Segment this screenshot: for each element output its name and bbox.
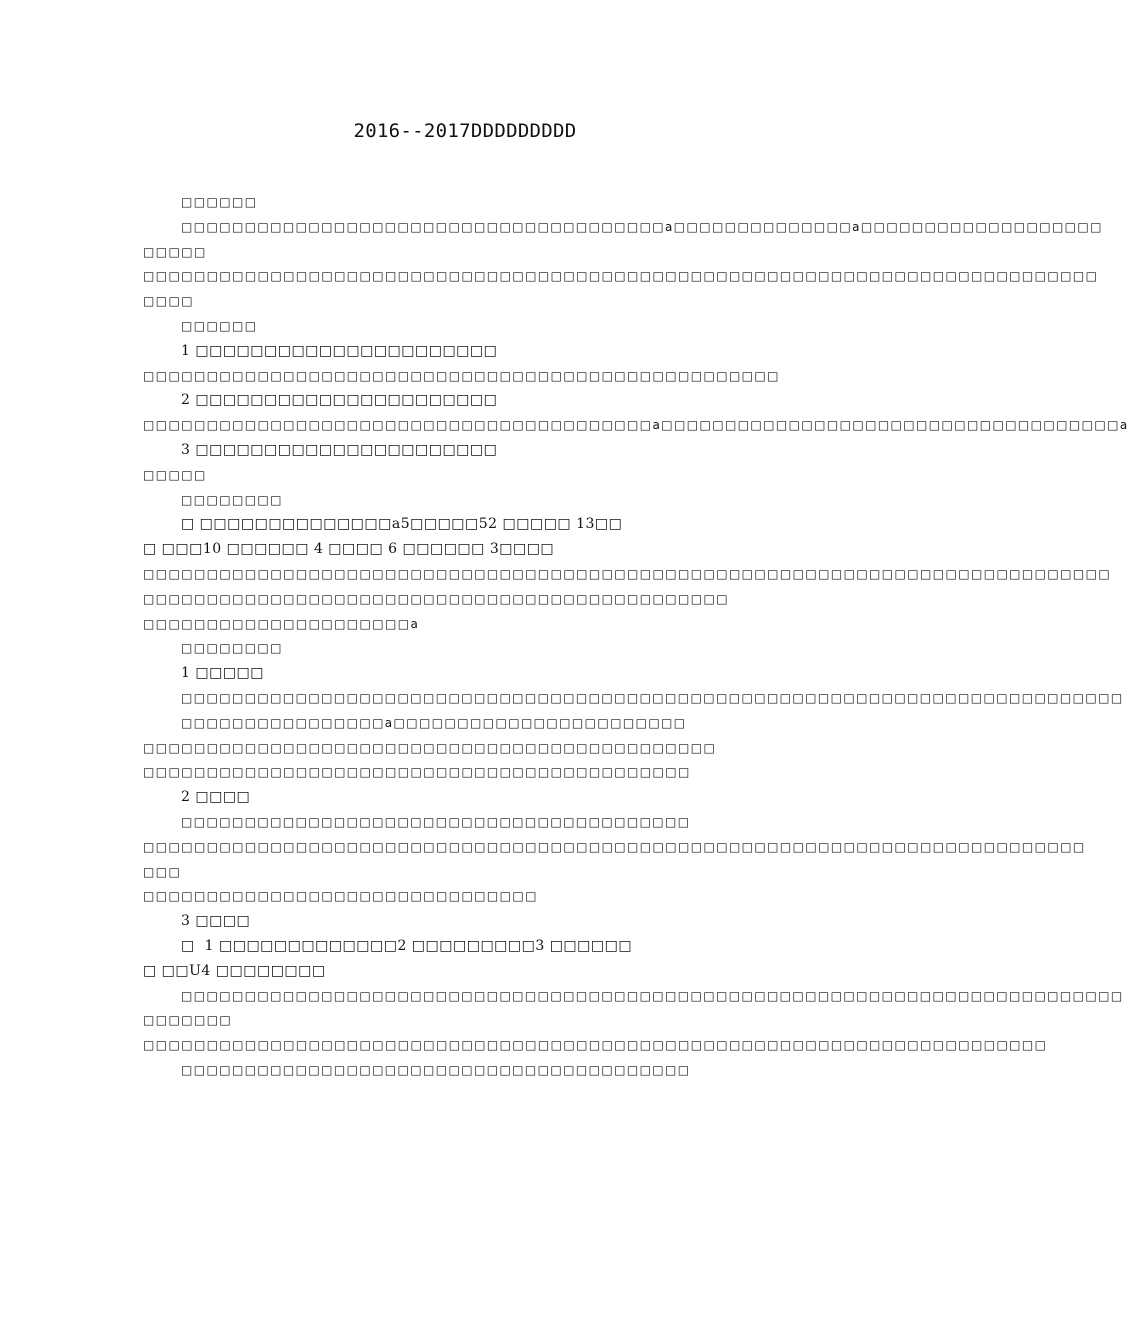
paragraph-line: □□□□□□□□□□□□□□□□□□□□□□□□□□□□□□□□□□□□□□□□□□□□□□□□□□□□□□□□□□□□□□□□□□□□□□□□□□	[181, 989, 1124, 1003]
paragraph-line: □□□□□□□□□□□□□□□□□□□□□□□□□□□□□□□□□□□□□□□□□□□□□□	[143, 592, 729, 606]
paragraph-line: □□□□□□□□□□□□□□□□□□□□□□□□□□□□□□□□□□□□□□□□□□□□□□□□□□	[143, 369, 780, 383]
paragraph-line: □□□□□□□□□□□□□□□□□□□□□□□□□□□□□□□	[143, 889, 538, 903]
paragraph-line: □□□□□□	[181, 195, 258, 209]
paragraph-line: □□□□□□□□□□□□□□□□□□□□□□□□□□□□□□□□□□□□□□a□□□□□□□□□□□□□□a□□□□□□□□□□□□□□□□□□□	[181, 220, 1103, 234]
paragraph-line: □□□□□□□□□□□□□□□□□□□□□□□□□□□□□□□□□□□□□□□□□□□□□□□□□□□□□□□□□□□□□□□□□□□□□□□□□□	[181, 691, 1124, 705]
paragraph-line: □□□□□□□□□□□□□□□□□□□□□a	[143, 617, 420, 631]
paragraph-line: □□□□□□□□□□□□□□□□□□□□□□□□□□□□□□□□□□□□□□□□□□□□□□□□□□□□□□□□□□□□□□□□□□□□□□□	[143, 1038, 1048, 1052]
paragraph-line: □□□□□□□□	[181, 493, 283, 507]
paragraph-line: □□□□□□□□□□□□□□□□□□□□□□□□□□□□□□□□□□□□□□□□□□□□□	[143, 741, 717, 755]
paragraph-line: 2 □□□□	[181, 789, 251, 805]
paragraph-line: □ □□U4 □□□□□□□□	[143, 963, 326, 979]
paragraph-line: □□□□□□□□□□□□□□□□□□□□□□□□□□□□□□□□□□□□□□□□	[181, 1063, 691, 1077]
paragraph-line: □□□□□□□□□□□□□□□□a□□□□□□□□□□□□□□□□□□□□□□□	[181, 716, 687, 730]
paragraph-line: □□□	[143, 865, 182, 879]
paragraph-line: □□□□□□	[181, 319, 258, 333]
paragraph-line: 1 □□□□□	[181, 665, 264, 681]
paragraph-line: □□□□□□□	[143, 1013, 233, 1027]
paragraph-line: □ □□□□□□□□□□□□□□a5□□□□□52 □□□□□ 13□□	[181, 516, 623, 532]
paragraph-line: □□□□□□□□□□□□□□□□□□□□□□□□□□□□□□□□□□□□□□□□	[181, 815, 691, 829]
paragraph-line: □ □□□10 □□□□□□ 4 □□□□ 6 □□□□□□ 3□□□□	[143, 541, 555, 557]
paragraph-line: □□□□□□□□□□□□□□□□□□□□□□□□□□□□□□□□□□□□□□□□□□□	[143, 765, 691, 779]
paragraph-line: □□□□□□□□	[181, 641, 283, 655]
document-title: 2016--2017DDDDDDDDD	[353, 120, 577, 142]
paragraph-line: 1 □□□□□□□□□□□□□□□□□□□□□□	[181, 343, 498, 359]
paragraph-line: □□□□□□□□□□□□□□□□□□□□□□□□□□□□□□□□□□□□□□□□□□□□□□□□□□□□□□□□□□□□□□□□□□□□□□□□□□□	[143, 269, 1099, 283]
paragraph-line: □□□□□□□□□□□□□□□□□□□□□□□□□□□□□□□□□□□□□□□□a□□□□□□□□□□□□□□□□□□□□□□□□□□□□□□□□□□□□a	[143, 418, 1129, 432]
paragraph-line: □ 1 □□□□□□□□□□□□□2 □□□□□□□□□3 □□□□□□	[181, 938, 633, 954]
paragraph-line: □□□□□	[143, 245, 207, 259]
paragraph-line: □□□□□	[143, 468, 207, 482]
paragraph-line: 3 □□□□□□□□□□□□□□□□□□□□□□	[181, 442, 498, 458]
paragraph-line: 3 □□□□	[181, 913, 251, 929]
paragraph-line: 2 □□□□□□□□□□□□□□□□□□□□□□	[181, 392, 498, 408]
paragraph-line: □□□□	[143, 294, 194, 308]
paragraph-line: □□□□□□□□□□□□□□□□□□□□□□□□□□□□□□□□□□□□□□□□□□□□□□□□□□□□□□□□□□□□□□□□□□□□□□□□□□□□	[143, 567, 1112, 581]
paragraph-line: □□□□□□□□□□□□□□□□□□□□□□□□□□□□□□□□□□□□□□□□□□□□□□□□□□□□□□□□□□□□□□□□□□□□□□□□□□	[143, 840, 1086, 854]
